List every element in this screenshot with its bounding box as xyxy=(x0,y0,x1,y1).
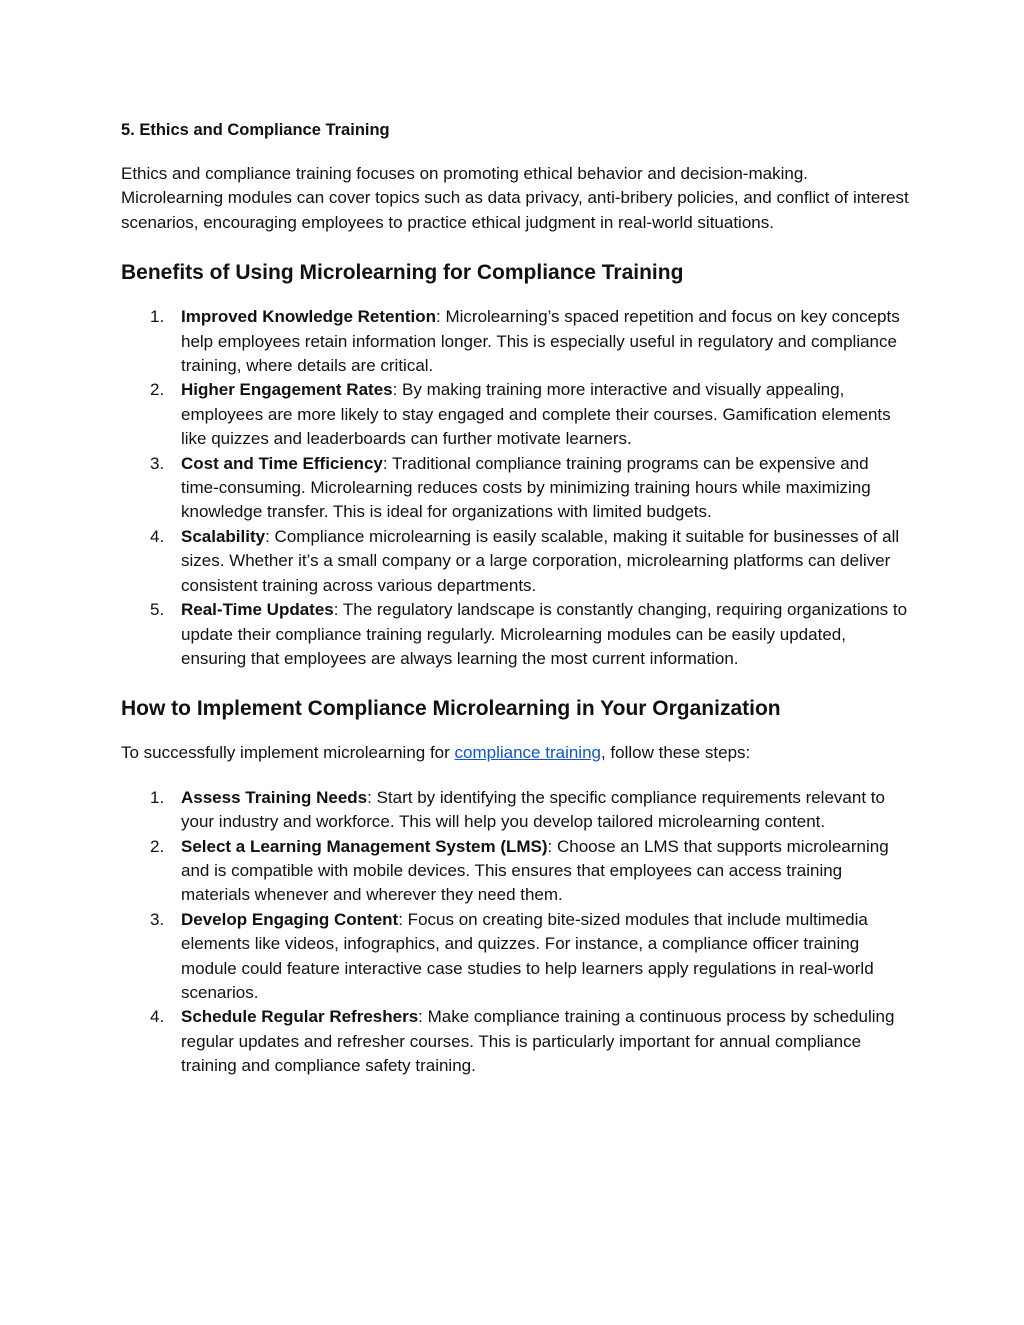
list-item-term: Higher Engagement Rates xyxy=(181,380,393,400)
list-item-term: Schedule Regular Refreshers xyxy=(181,1007,419,1027)
list-item: 5. Real-Time Updates: The regulatory landscape is constantly changing, requiring organizations to update their compliance training regularly. Microlearning modules can be easily updated, ensuring that employees are always learning the most current information. xyxy=(150,600,908,668)
benefits-list xyxy=(121,305,911,671)
list-item-term: Develop Engaging Content xyxy=(181,909,399,929)
section-5-heading: 5. Ethics and Compliance Training xyxy=(121,121,390,139)
implement-intro: To successfully implement microlearning for compliance training, follow these steps: xyxy=(121,743,751,763)
document-page xyxy=(121,118,911,1079)
list-item-term: Assess Training Needs xyxy=(181,787,368,807)
list-item: 2. Higher Engagement Rates: By making training more interactive and visually appealing, employees are more likely to stay engaged and complete their courses. Gamification elements like quizzes and leaderboards can further motivate learners. xyxy=(150,380,891,449)
list-item-term: Scalability xyxy=(181,526,266,546)
list-item: 4. Scalability: Compliance microlearning is easily scalable, making it suitable for businesses of all sizes. Whether it’s a small company or a large corporation, microlearning platforms can deliver consistent training across various departments. xyxy=(150,526,900,595)
steps-list xyxy=(121,786,911,1079)
implement-heading: How to Implement Compliance Microlearning in Your Organization xyxy=(121,697,781,721)
list-item-term: Real-Time Updates xyxy=(181,600,334,620)
list-item-term: Improved Knowledge Retention xyxy=(181,307,437,327)
list-item: 1. Improved Knowledge Retention: Microlearning’s spaced repetition and focus on key concepts help employees retain information longer. This is especially useful in regulatory and compliance training, where details are critical. xyxy=(150,307,900,376)
compliance-training-link[interactable]: compliance training xyxy=(454,743,601,763)
list-item: 3. Cost and Time Efficiency: Traditional compliance training programs can be expensive and time-consuming. Microlearning reduces costs by minimizing training hours while maximizing knowledge transfer. This is ideal for organizations with limited budgets. xyxy=(150,453,871,522)
benefits-heading: Benefits of Using Microlearning for Compliance Training xyxy=(121,261,684,285)
list-item: 1. Assess Training Needs: Start by identifying the specific compliance requirements relevant to your industry and workforce. This will help you develop tailored microlearning content. xyxy=(150,787,885,832)
list-item: 3. Develop Engaging Content: Focus on creating bite-sized modules that include multimedia elements like videos, infographics, and quizzes. For instance, a compliance officer training module could feature interactive case studies to help learners apply regulations in real-world scenarios. xyxy=(150,909,874,1002)
list-item: 4. Schedule Regular Refreshers: Make compliance training a continuous process by scheduling regular updates and refresher courses. This is particularly important for annual compliance training and compliance safety training. xyxy=(150,1007,895,1076)
list-item-term: Select a Learning Management System (LMS) xyxy=(181,836,548,856)
section-5-body: Ethics and compliance training focuses on promoting ethical behavior and decision-making. Microlearning modules can cover topics such as data privacy, anti-bribery policies, and conflict of interest scenarios, encouraging employees to practice ethical judgment in real-world situations. xyxy=(121,164,909,232)
list-item: 2. Select a Learning Management System (LMS): Choose an LMS that supports microlearning and is compatible with mobile devices. This ensures that employees can access training materials whenever and wherever they need them. xyxy=(150,836,889,905)
list-item-term: Cost and Time Efficiency xyxy=(181,453,383,473)
